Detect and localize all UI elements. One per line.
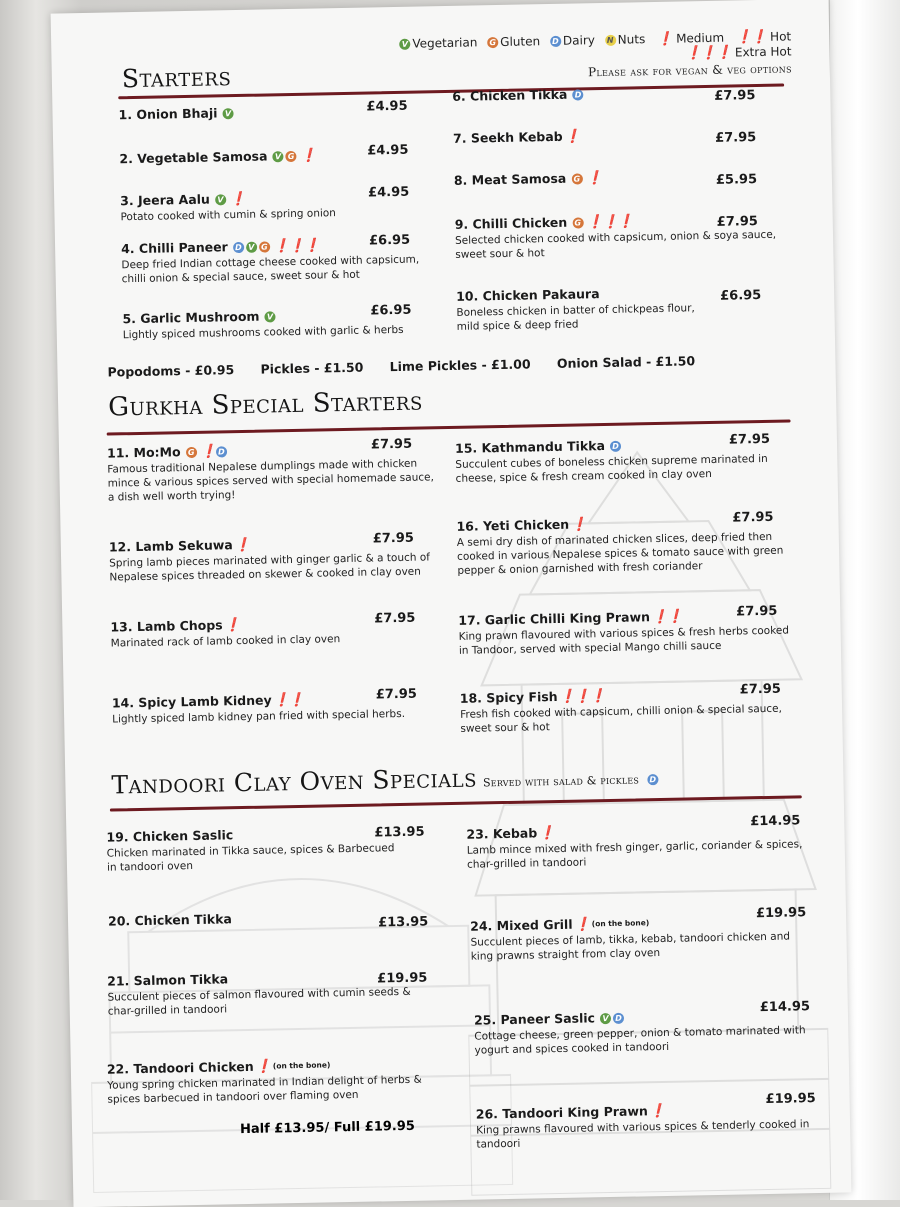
chili-icon: ❗❗❗ [559,689,606,705]
item-price: £19.95 [755,905,807,922]
legend-gluten: G Gluten [487,34,540,49]
menu-item [119,143,409,168]
item-name: 11. Mo:Mo [106,444,181,461]
chili-icon: ❗❗ [273,692,305,709]
item-price: £13.95 [374,824,425,841]
menu-item [466,813,807,872]
legend-hot: ❗❗ Hot [735,29,792,46]
item-name: 6. Chicken Tikka [452,86,568,104]
item-name: 18. Spicy Fish [459,688,558,706]
chili-icon: ❗ [571,517,587,533]
item-description: Deep fried Indian cottage cheese cooked with capsicum, chilli onion & special sauce, sweet sour & hot [121,253,420,286]
item-description: Lightly spiced mushrooms cooked with garlic & herbs [122,323,404,342]
chili-icon: ❗ [656,31,673,47]
menu-item [455,431,796,486]
item-name: 14. Spicy Lamb Kidney [111,692,272,711]
chili-icon: ❗ [229,191,246,208]
item-price: £13.95 [377,914,429,931]
item-price: £6.95 [370,302,412,319]
item-price: £7.95 [728,431,771,448]
item-price: £7.95 [716,214,759,230]
item-price: £4.95 [366,98,408,115]
item-description: A semi dry dish of marinated chicken slices, deep fried then cooked in various Nepalese spices & tomato sauce with green pepper & onion garnished with fresh coriander [456,530,784,577]
menu-item [106,820,437,874]
menu-item [107,1052,438,1106]
item-name: 16. Yeti Chicken [456,516,570,534]
item-description: Selected chicken cooked with capsicum, onion & soya sauce, sweet sour & hot [454,228,777,261]
item-price: £7.95 [372,530,415,547]
dairy-icon: D [216,446,227,457]
chili-icon: ❗❗❗ [685,45,732,62]
item-name: 12. Lamb Sekuwa [108,537,233,555]
extra-item: Onion Salad - £1.50 [556,353,696,371]
item-name: 23. Kebab [466,825,538,842]
menu-item [122,302,443,342]
tandoori-title-text: Tandoori Clay Oven Specials [111,763,478,800]
item-price: £14.95 [750,813,801,830]
dairy-icon: D [649,775,657,785]
item-price: £7.95 [739,681,781,698]
menu-item [475,1091,827,1152]
item-name: 13. Lamb Chops [110,617,223,635]
item-price: £7.95 [714,130,757,146]
vegetarian-icon: V [272,151,283,162]
item-name: 2. Vegetable Samosa [119,148,268,167]
item-price: £6.95 [368,232,411,249]
chili-icon: ❗ [574,917,590,933]
menu-item [109,530,440,584]
item-name: 17. Garlic Chilli King Prawn [458,609,651,628]
extras-row [107,352,747,379]
legend-medium: ❗ Medium [656,30,725,47]
item-price: £7.95 [374,610,416,627]
item-name: 19. Chicken Saslic [106,827,234,845]
item-description: King prawn flavoured with various spices & fresh herbs cooked in Tandoor, served with special Mango chilli sauce [458,624,790,657]
item-description: King prawns flavoured with various spices & tenderly cooked in tandoori [476,1118,810,1151]
item-description: Cottage cheese, green pepper, onion & tomato marinated with yogurt and spices cooked in tandoori [474,1024,806,1057]
item-price: £7.95 [370,436,413,453]
chili-icon: ❗ [255,1059,272,1075]
chili-icon: ❗ [224,618,241,634]
vegetarian-icon: V [222,108,233,119]
item-price: £7.95 [732,509,774,526]
menu-item [107,436,438,504]
vegetarian-icon: V [215,194,226,205]
on-the-bone-note: (on the bone) [272,1060,331,1071]
item-description: Potato cooked with cumin & spring onion [120,207,337,224]
half-full-price: Half £13.95/ Full £19.95 [239,1118,416,1138]
item-description: Lightly spiced lamb kidney pan fried with special herbs. [112,707,406,726]
item-price: £19.95 [377,970,428,987]
menu-item [453,122,783,147]
item-description: Famous traditional Nepalese dumplings made with chicken mince & various spices served with special homemade sauce, a dish well worth trying! [107,457,434,504]
legend-vegetarian: V Vegetarian [399,35,477,50]
menu-item [118,99,408,124]
legend-nuts: N Nuts [605,32,646,47]
chili-icon: ❗❗ [651,609,683,626]
item-price: £7.95 [714,88,756,104]
item-name: 3. Jeera Aalu [120,191,211,209]
gluten-icon: G [571,173,582,184]
dairy-icon: D [233,242,244,253]
extra-item: Pickles - £1.50 [260,359,364,377]
item-description: Succulent pieces of salmon flavoured with cumin seeds & char-grilled in tandoori [107,985,411,1018]
menu-item [107,964,438,1018]
item-name: 24. Mixed Grill [470,916,573,934]
chili-icon: ❗ [539,826,555,842]
item-description: Marinated rack of lamb cooked in clay oven [110,633,341,650]
extra-item: Lime Pickles - £1.00 [389,356,531,375]
section-title-starters: Starters [121,62,232,94]
item-name: 8. Meat Samosa [453,170,567,188]
chili-icon: ❗ [649,1103,666,1120]
gluten-icon: G [285,151,296,162]
gluten-icon: G [487,37,498,48]
nuts-icon: N [605,35,616,46]
dietary-legend [331,29,792,84]
menu-item [458,603,799,658]
menu-item [456,509,797,578]
item-name: 5. Garlic Mushroom [122,308,260,327]
vegetarian-icon: V [246,242,257,253]
item-description: Fresh fish cooked with capsicum, chilli onion & special sauce, sweet sour & hot [460,702,783,735]
chili-icon: ❗❗ [735,29,767,46]
item-price: £19.95 [765,1091,816,1108]
vegetarian-icon: V [600,1013,611,1024]
item-description: Lamb mince mixed with fresh ginger, garlic, coriander & spices, char-grilled in tandoori [466,838,803,871]
vegan-note: Please ask for vegan & veg options [587,61,792,80]
item-description: Young spring chicken marinated in Indian delight of herbs & spices barbecued in tandoori over flaming oven [107,1073,422,1106]
menu-item [470,905,811,964]
item-name: 10. Chicken Pakaura [455,286,600,304]
tandoori-subtitle: Served with salad & pickles [482,773,640,790]
legend-dairy: D Dairy [550,33,595,48]
item-name: 21. Salmon Tikka [107,971,229,989]
menu-item [452,80,782,105]
item-name: 7. Seekh Kebab [452,128,563,146]
chili-icon: ❗ [300,148,316,164]
chili-icon: ❗❗❗ [273,238,320,255]
on-the-bone-note: (on the bone) [591,918,650,929]
vegetarian-icon: V [264,311,275,322]
item-price: £6.95 [720,287,762,304]
item-price: £7.95 [736,603,778,620]
item-description: Boneless chicken in batter of chickpeas flour, mild spice & deep fried [456,302,695,333]
menu-item [110,610,441,650]
dairy-icon: D [572,89,583,100]
vegetarian-icon: V [399,39,410,50]
menu-item [120,184,441,224]
item-description: Chicken marinated in Tikka sauce, spices & Barbecued in tandoori oven [106,842,395,874]
menu-item [460,681,801,736]
gluten-icon: G [186,447,197,458]
item-price: £4.95 [367,142,409,159]
item-price: £4.95 [367,184,410,201]
item-name: 20. Chicken Tikka [107,911,233,929]
item-name: 15. Kathmandu Tikka [454,438,606,456]
chili-icon: ❗ [586,171,602,187]
item-price: £14.95 [759,999,811,1016]
menu-page [51,0,852,1207]
chili-icon: ❗ [234,537,251,554]
chili-icon: ❗ [564,129,581,145]
menu-item [455,207,796,262]
item-description: Spring lamb pieces marinated with ginger garlic & a touch of Nepalese spices threaded on skewer & cooked in clay oven [109,551,431,584]
gluten-icon: G [259,241,270,252]
item-name: 26. Tandoori King Prawn [475,1103,648,1122]
item-name: 1. Onion Bhaji [118,105,218,123]
item-price: £5.95 [715,172,758,188]
menu-item [473,999,825,1058]
item-name: 4. Chilli Paneer [120,239,228,257]
item-description: Succulent pieces of lamb, tikka, kebab, tandoori chicken and king prawns straight from clay oven [470,930,791,963]
extra-item: Popodoms - £0.95 [107,362,235,380]
chili-icon: ❗ [200,444,217,460]
item-description: Succulent cubes of boneless chicken supreme marinated in cheese, spice & fresh cream cooked in clay oven [455,452,768,485]
item-price: £7.95 [375,686,418,703]
chili-icon: ❗❗❗ [587,214,634,231]
item-name: 22. Tandoori Chicken [106,1058,254,1077]
item-name: 25. Paneer Saslic [473,1010,596,1028]
menu-item [121,232,432,286]
dairy-icon: D [550,36,561,47]
menu-item [112,686,443,726]
legend-extra-hot: ❗❗❗ Extra Hot [685,44,792,62]
menu-item [454,164,784,189]
gluten-icon: G [572,217,583,228]
dairy-icon: D [613,1013,624,1024]
dairy-icon: D [610,441,621,452]
section-title-gurkha: Gurkha Special Starters [107,386,424,423]
item-name: 9. Chilli Chicken [454,214,568,232]
menu-item [456,280,777,334]
